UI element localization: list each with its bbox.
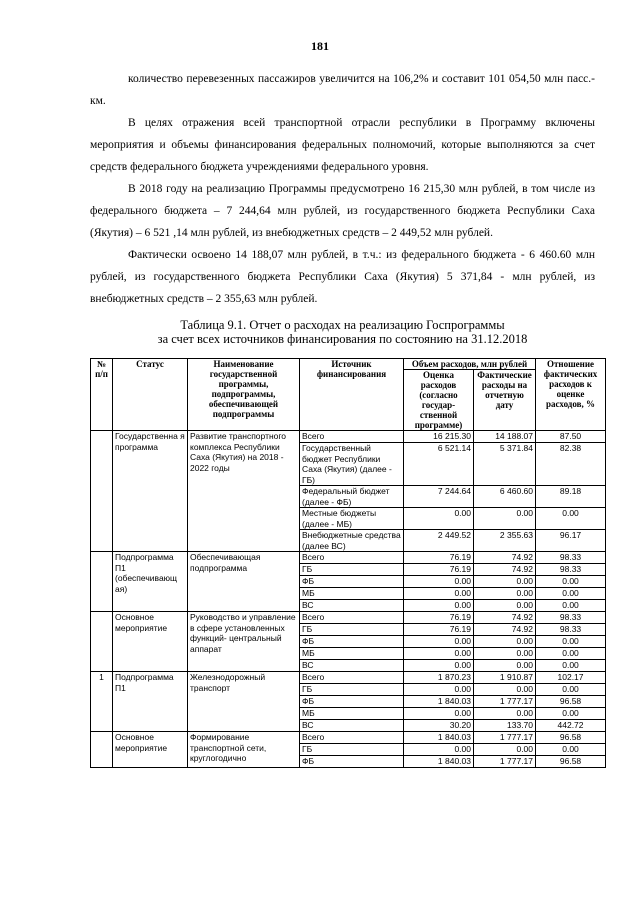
cell-estimate: 1 840.03 xyxy=(404,732,474,744)
table-row xyxy=(91,672,606,684)
header-estimate: Оценка расходов (согласно государ-ственной программе) xyxy=(404,370,474,431)
cell-ratio: 0.00 xyxy=(536,508,606,530)
cell-ratio: 0.00 xyxy=(536,636,606,648)
cell-source: ВС xyxy=(300,720,404,732)
table-caption xyxy=(90,318,595,346)
cell-estimate: 16 215.30 xyxy=(404,431,474,443)
cell-ratio: 98.33 xyxy=(536,552,606,564)
cell-actual: 0.00 xyxy=(474,660,536,672)
cell-source: ФБ xyxy=(300,696,404,708)
cell-source: Местные бюджеты (далее - МБ) xyxy=(300,508,404,530)
cell-estimate: 0.00 xyxy=(404,648,474,660)
cell-ratio: 0.00 xyxy=(536,588,606,600)
table-row xyxy=(91,552,606,564)
row-program-name: Развитие транспортного комплекса Республики Саха (Якутия) на 2018 - 2022 годы xyxy=(188,431,300,552)
cell-ratio: 98.33 xyxy=(536,624,606,636)
cell-estimate: 76.19 xyxy=(404,624,474,636)
cell-source: Всего xyxy=(300,732,404,744)
cell-source: Всего xyxy=(300,672,404,684)
row-status: Основное мероприятие xyxy=(113,732,188,768)
table-body xyxy=(91,431,606,768)
caption-line-1: Таблица 9.1. Отчет о расходах на реализацию Госпрограммы xyxy=(180,318,505,332)
cell-source: Всего xyxy=(300,552,404,564)
cell-actual: 5 371.84 xyxy=(474,443,536,486)
cell-actual: 1 910.87 xyxy=(474,672,536,684)
cell-source: ФБ xyxy=(300,636,404,648)
cell-estimate: 0.00 xyxy=(404,744,474,756)
row-program-name: Обеспечивающая подпрограмма xyxy=(188,552,300,612)
cell-source: МБ xyxy=(300,708,404,720)
cell-estimate: 0.00 xyxy=(404,600,474,612)
cell-source: ГБ xyxy=(300,684,404,696)
cell-actual: 0.00 xyxy=(474,708,536,720)
paragraph: В целях отражения всей транспортной отрасли республики в Программу включены мероприятия и объемы финансирования федеральных полномочий, которые выполняются за счет средств федерального бюджета учреждениями федерального уровня. xyxy=(90,117,595,173)
cell-source: ФБ xyxy=(300,756,404,768)
cell-ratio: 98.33 xyxy=(536,564,606,576)
cell-ratio: 0.00 xyxy=(536,708,606,720)
cell-actual: 74.92 xyxy=(474,612,536,624)
cell-ratio: 0.00 xyxy=(536,576,606,588)
row-status: Основное мероприятие xyxy=(113,612,188,672)
table-row xyxy=(91,732,606,744)
cell-ratio: 0.00 xyxy=(536,600,606,612)
body-text xyxy=(90,68,595,310)
paragraph: В 2018 году на реализацию Программы предусмотрено 16 215,30 млн рублей, в том числе из федерального бюджета – 7 244,64 млн рублей, из государственного бюджета Республики Саха (Якутия) – 6 521 ,14 млн рублей, из внебюджетных средств – 2 449,52 млн рублей. xyxy=(90,183,595,239)
header-ratio: Отношение фактических расходов к оценке расходов, % xyxy=(536,359,606,431)
cell-ratio: 96.58 xyxy=(536,732,606,744)
cell-ratio: 96.58 xyxy=(536,756,606,768)
cell-source: ВС xyxy=(300,600,404,612)
table-row xyxy=(91,431,606,443)
cell-estimate: 0.00 xyxy=(404,660,474,672)
cell-estimate: 0.00 xyxy=(404,684,474,696)
cell-source: ГБ xyxy=(300,744,404,756)
cell-ratio: 82.38 xyxy=(536,443,606,486)
paragraph: Фактически освоено 14 188,07 млн рублей, в т.ч.: из федерального бюджета - 6 460.60 млн рублей, из государственного бюджета Республики Саха (Якутия) 5 371,84 - млн рублей, из внебюджетных средств – 2 355,63 млн рублей. xyxy=(90,249,595,305)
cell-ratio: 0.00 xyxy=(536,684,606,696)
row-status: Подпрограмма П1 xyxy=(113,672,188,732)
cell-actual: 0.00 xyxy=(474,576,536,588)
caption-line-2: за счет всех источников финансирования по состоянию на 31.12.2018 xyxy=(157,332,528,346)
cell-source: Федеральный бюджет (далее - ФБ) xyxy=(300,486,404,508)
row-num xyxy=(91,552,113,612)
cell-estimate: 0.00 xyxy=(404,636,474,648)
cell-actual: 0.00 xyxy=(474,588,536,600)
cell-source: ФБ xyxy=(300,576,404,588)
cell-actual: 1 777.17 xyxy=(474,696,536,708)
cell-estimate: 76.19 xyxy=(404,564,474,576)
cell-estimate: 76.19 xyxy=(404,612,474,624)
cell-source: ВС xyxy=(300,660,404,672)
cell-actual: 1 777.17 xyxy=(474,732,536,744)
row-status: Подпрограмма П1 (обеспечивающ ая) xyxy=(113,552,188,612)
paragraph: количество перевезенных пассажиров увеличится на 106,2% и составит 101 054,50 млн пасс.-км. xyxy=(90,73,595,107)
header-volume: Объем расходов, млн рублей xyxy=(404,359,536,370)
cell-estimate: 1 840.03 xyxy=(404,696,474,708)
cell-ratio: 442.72 xyxy=(536,720,606,732)
cell-source: ГБ xyxy=(300,564,404,576)
cell-source: МБ xyxy=(300,588,404,600)
cell-estimate: 0.00 xyxy=(404,508,474,530)
row-num xyxy=(91,431,113,552)
cell-source: Внебюджетные средства (далее ВС) xyxy=(300,530,404,552)
cell-estimate: 76.19 xyxy=(404,552,474,564)
cell-actual: 74.92 xyxy=(474,564,536,576)
cell-source: ГБ xyxy=(300,624,404,636)
row-program-name: Железнодорожный транспорт xyxy=(188,672,300,732)
cell-ratio: 89.18 xyxy=(536,486,606,508)
cell-source: Всего xyxy=(300,612,404,624)
header-name: Наименование государственной программы, подпрограммы, обеспечивающей подпрограммы xyxy=(188,359,300,431)
cell-actual: 0.00 xyxy=(474,636,536,648)
cell-actual: 133.70 xyxy=(474,720,536,732)
table-row xyxy=(91,612,606,624)
cell-actual: 74.92 xyxy=(474,624,536,636)
cell-estimate: 7 244.64 xyxy=(404,486,474,508)
row-program-name: Руководство и управление в сфере установленных функций- центральный аппарат xyxy=(188,612,300,672)
cell-source: Всего xyxy=(300,431,404,443)
cell-actual: 0.00 xyxy=(474,684,536,696)
cell-ratio: 96.58 xyxy=(536,696,606,708)
expenses-table xyxy=(90,358,606,768)
header-num: № п/п xyxy=(91,359,113,431)
cell-actual: 0.00 xyxy=(474,744,536,756)
cell-estimate: 0.00 xyxy=(404,576,474,588)
cell-actual: 0.00 xyxy=(474,648,536,660)
cell-actual: 1 777.17 xyxy=(474,756,536,768)
page-number: 181 xyxy=(311,39,329,53)
cell-source: МБ xyxy=(300,648,404,660)
row-num xyxy=(91,612,113,672)
cell-actual: 0.00 xyxy=(474,600,536,612)
cell-estimate: 1 840.03 xyxy=(404,756,474,768)
cell-ratio: 87.50 xyxy=(536,431,606,443)
cell-actual: 74.92 xyxy=(474,552,536,564)
header-source: Источник финансирования xyxy=(300,359,404,431)
cell-estimate: 6 521.14 xyxy=(404,443,474,486)
row-num xyxy=(91,732,113,768)
cell-ratio: 0.00 xyxy=(536,660,606,672)
cell-estimate: 2 449.52 xyxy=(404,530,474,552)
cell-estimate: 30.20 xyxy=(404,720,474,732)
row-num: 1 xyxy=(91,672,113,732)
cell-ratio: 102.17 xyxy=(536,672,606,684)
cell-actual: 2 355.63 xyxy=(474,530,536,552)
row-program-name: Формирование транспортной сети, круглогодично xyxy=(188,732,300,768)
cell-actual: 0.00 xyxy=(474,508,536,530)
header-actual: Фактические расходы на отчетную дату xyxy=(474,370,536,431)
cell-source: Государственный бюджет Республики Саха (Якутия) (далее - ГБ) xyxy=(300,443,404,486)
cell-ratio: 0.00 xyxy=(536,648,606,660)
row-status: Государственна я программа xyxy=(113,431,188,552)
cell-ratio: 0.00 xyxy=(536,744,606,756)
header-status: Статус xyxy=(113,359,188,431)
cell-actual: 6 460.60 xyxy=(474,486,536,508)
cell-estimate: 0.00 xyxy=(404,708,474,720)
cell-estimate: 0.00 xyxy=(404,588,474,600)
cell-ratio: 98.33 xyxy=(536,612,606,624)
cell-actual: 14 188.07 xyxy=(474,431,536,443)
cell-ratio: 96.17 xyxy=(536,530,606,552)
cell-estimate: 1 870.23 xyxy=(404,672,474,684)
